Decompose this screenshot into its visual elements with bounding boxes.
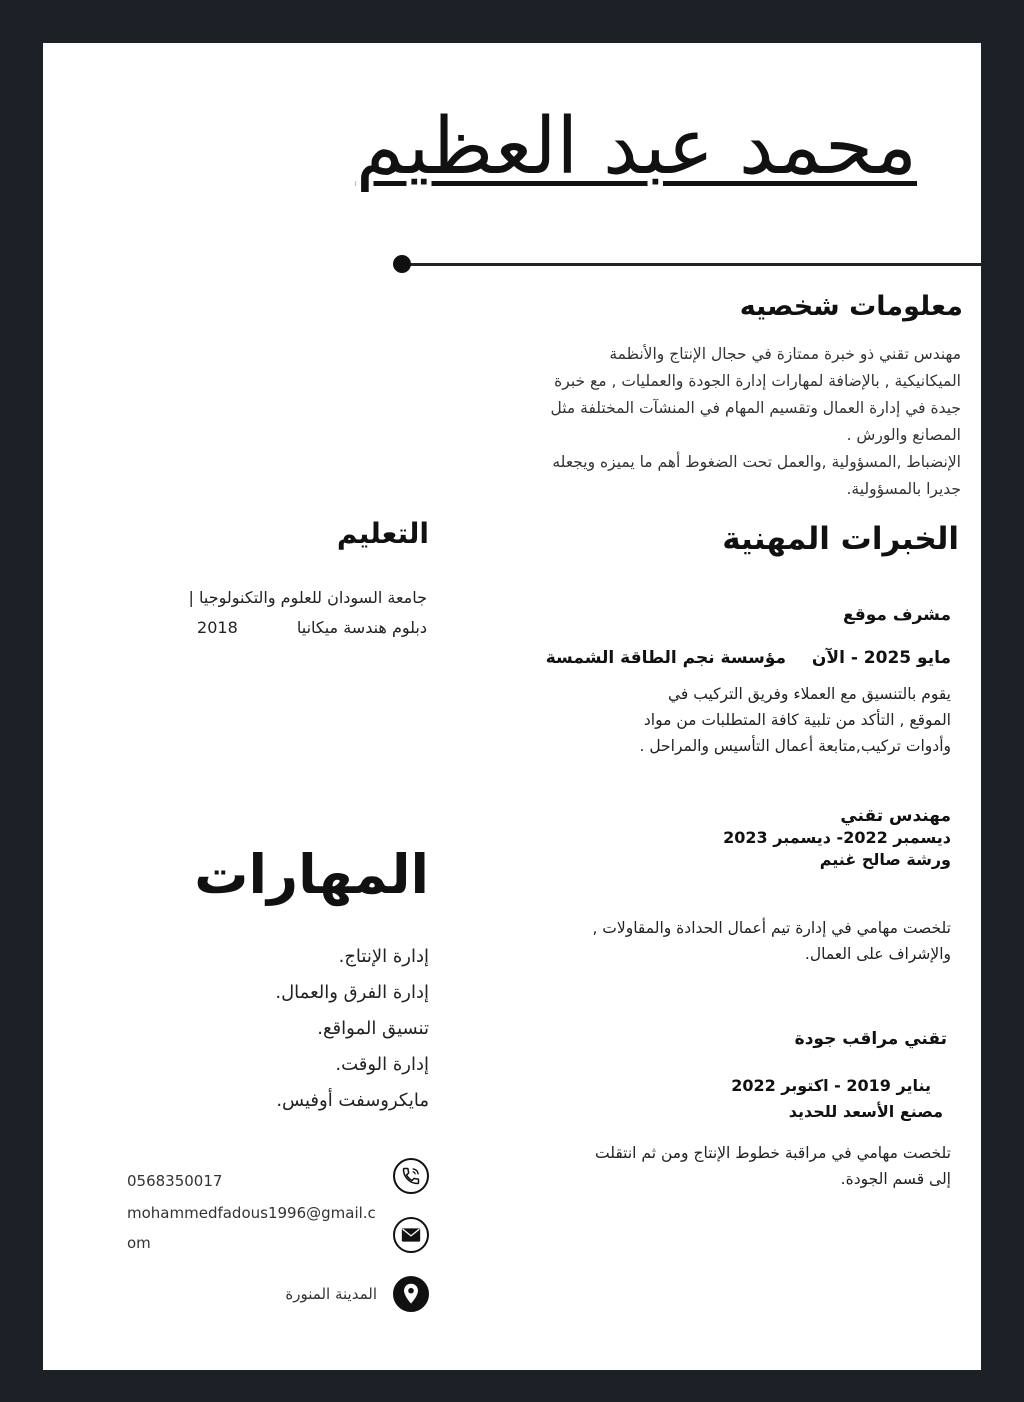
contact-email-line: om bbox=[127, 1234, 151, 1252]
personal-info-line: المصانع والورش . bbox=[846, 426, 961, 444]
education-university: جامعة السودان للعلوم والتكنولوجيا | bbox=[188, 588, 427, 607]
skills-heading: المهارات bbox=[194, 843, 429, 906]
contact-email bbox=[127, 1198, 376, 1258]
contact-email-line: mohammedfadous1996@gmail.c bbox=[127, 1204, 376, 1222]
skill-item: مايكروسفت أوفيس. bbox=[276, 1090, 429, 1111]
personal-info-line: جديرا بالمسؤولية. bbox=[846, 480, 961, 498]
job-description bbox=[592, 915, 951, 967]
divider-dot bbox=[393, 255, 411, 273]
education-heading: التعليم bbox=[336, 517, 429, 550]
job-period: مايو 2025 - الآن bbox=[811, 648, 951, 668]
resume-page bbox=[43, 43, 981, 1370]
education-degree-row bbox=[189, 613, 427, 643]
job-period-company bbox=[546, 647, 951, 669]
job-description-line: الموقع , التأكد من تلبية كافة المتطلبات من مواد bbox=[643, 711, 951, 729]
skill-item: إدارة الفرق والعمال. bbox=[275, 982, 429, 1003]
job-company: مصنع الأسعد للحديد bbox=[788, 1102, 943, 1121]
personal-info-line: الإنضباط ,المسؤولية ,والعمل تحت الضغوط أهم ما يميزه ويجعله bbox=[552, 453, 961, 471]
personal-info-line: مهندس تقني ذو خبرة ممتازة في حجال الإنتاج والأنظمة bbox=[609, 345, 961, 363]
job-company: مؤسسة نجم الطاقة الشمسة bbox=[545, 648, 787, 668]
job-description-line: يقوم بالتنسيق مع العملاء وفريق التركيب في bbox=[668, 685, 951, 703]
job-title: مهندس تقني bbox=[840, 806, 951, 826]
contact-location: المدينة المنورة bbox=[285, 1285, 377, 1303]
job-description-line: والإشراف على العمال. bbox=[804, 945, 951, 963]
job-title: مشرف موقع bbox=[843, 605, 951, 625]
education-degree: دبلوم هندسة ميكانيا bbox=[296, 618, 427, 637]
candidate-name: محمد عبد العظيم bbox=[355, 102, 917, 192]
mail-icon bbox=[393, 1217, 429, 1253]
personal-info-heading: معلومات شخصيه bbox=[739, 291, 963, 322]
job-description-line: تلخصت مهامي في إدارة تيم أعمال الحدادة والمقاولات , bbox=[592, 919, 951, 937]
job-description-line: إلى قسم الجودة. bbox=[840, 1170, 951, 1188]
header-divider bbox=[409, 263, 981, 266]
personal-info-text bbox=[491, 341, 961, 503]
contact-phone: 0568350017 bbox=[127, 1172, 223, 1190]
personal-info-line: جيدة في إدارة العمال وتقسيم المهام في المنشآت المختلفة مثل bbox=[550, 399, 961, 417]
job-description-line: وأدوات تركيب,متابعة أعمال التأسيس والمراحل . bbox=[639, 737, 951, 755]
experience-heading: الخبرات المهنية bbox=[722, 521, 959, 557]
job-period: ديسمبر 2022- ديسمبر 2023 bbox=[723, 828, 951, 847]
location-pin-icon bbox=[393, 1276, 429, 1312]
job-company: ورشة صالح غنيم bbox=[819, 850, 951, 869]
job-period: يناير 2019 - اكتوبر 2022 bbox=[731, 1076, 931, 1095]
phone-icon bbox=[393, 1158, 429, 1194]
skill-item: تنسيق المواقع. bbox=[317, 1018, 429, 1039]
education-details bbox=[189, 583, 427, 643]
job-description bbox=[595, 1140, 951, 1192]
personal-info-line: الميكانيكية , بالإضافة لمهارات إدارة الجودة والعمليات , مع خبرة bbox=[554, 372, 961, 390]
job-title: تقني مراقب جودة bbox=[794, 1029, 947, 1049]
skill-item: إدارة الإنتاج. bbox=[338, 946, 429, 967]
skill-item: إدارة الوقت. bbox=[335, 1054, 429, 1075]
skills-list bbox=[275, 939, 429, 1119]
education-year: 2018 bbox=[197, 618, 238, 637]
job-description-line: تلخصت مهامي في مراقبة خطوط الإنتاج ومن ثم انتقلت bbox=[594, 1144, 951, 1162]
job-description bbox=[639, 681, 951, 759]
